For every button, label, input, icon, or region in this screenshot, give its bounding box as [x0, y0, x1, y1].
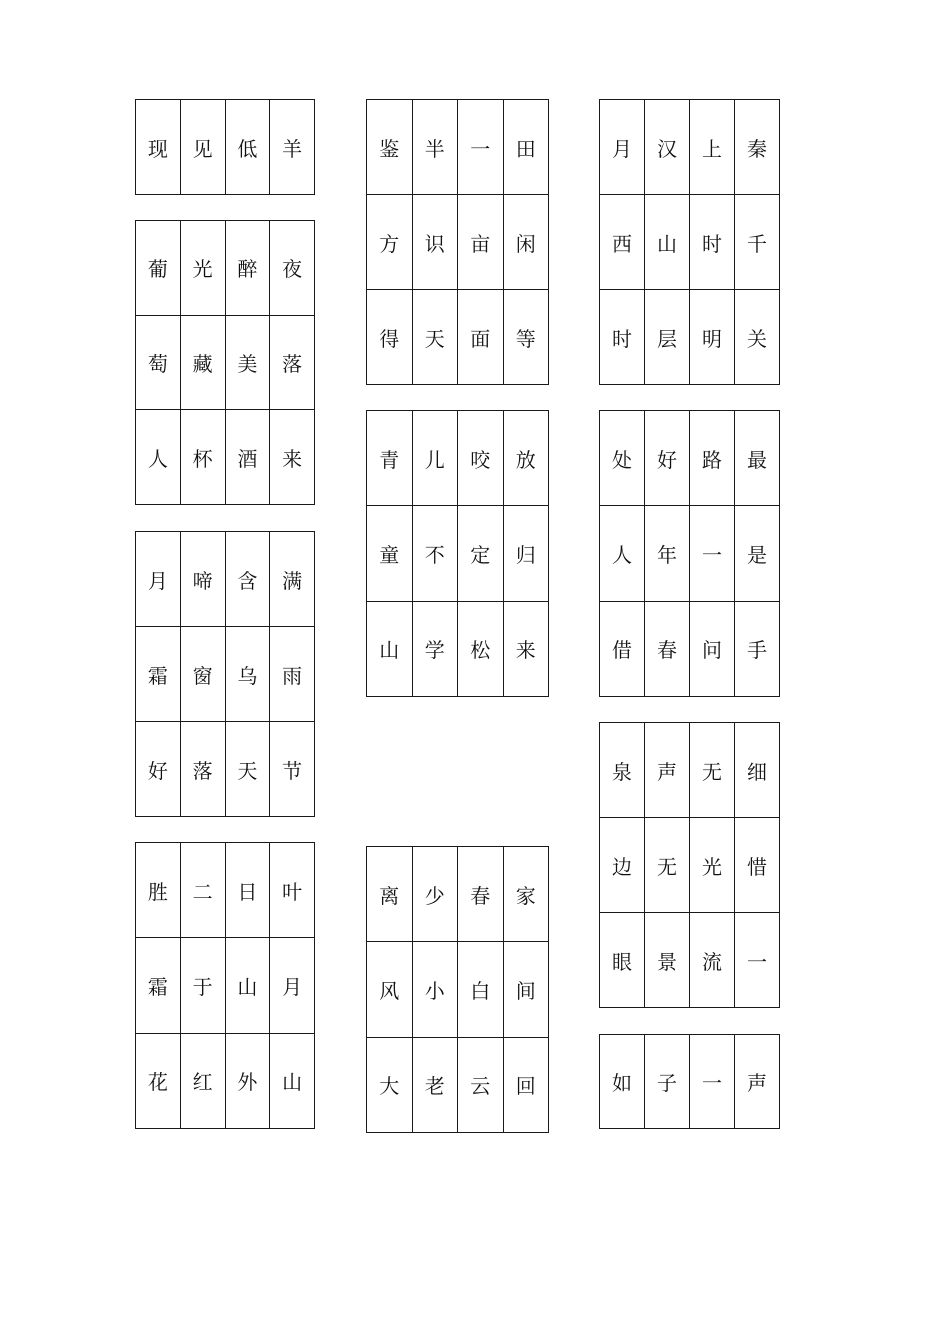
char-cell: 儿: [412, 411, 458, 506]
char-grid-3: [135, 531, 315, 817]
char-cell: 葡: [136, 221, 181, 316]
char-cell: 问: [690, 601, 735, 696]
char-cell: 田: [503, 100, 549, 195]
char-cell: 萄: [136, 315, 181, 410]
char-cell: 松: [458, 601, 504, 696]
char-cell: 年: [645, 506, 690, 601]
char-cell: 最: [735, 411, 780, 506]
char-grid-8: [599, 99, 780, 385]
char-cell: 藏: [180, 315, 225, 410]
char-cell: 节: [270, 722, 315, 817]
char-cell: 手: [735, 601, 780, 696]
char-grid-10: [599, 722, 780, 1008]
grid-row: [136, 1033, 315, 1128]
char-cell: 汉: [645, 100, 690, 195]
char-cell: 时: [600, 290, 645, 385]
char-cell: 流: [690, 913, 735, 1008]
char-cell: 红: [180, 1033, 225, 1128]
char-cell: 好: [645, 411, 690, 506]
char-cell: 放: [503, 411, 549, 506]
grid-row: [600, 100, 780, 195]
char-cell: 上: [690, 100, 735, 195]
char-cell: 明: [690, 290, 735, 385]
char-cell: 小: [412, 942, 458, 1037]
grid-row: [367, 601, 549, 696]
char-cell: 美: [225, 315, 270, 410]
char-cell: 一: [690, 1035, 735, 1129]
char-cell: 少: [412, 847, 458, 942]
char-cell: 春: [458, 847, 504, 942]
char-cell: 路: [690, 411, 735, 506]
char-cell: 落: [270, 315, 315, 410]
char-cell: 啼: [180, 532, 225, 627]
char-cell: 雨: [270, 627, 315, 722]
char-cell: 于: [180, 938, 225, 1033]
char-cell: 春: [645, 601, 690, 696]
char-grid-11: [599, 1034, 780, 1129]
char-cell: 咬: [458, 411, 504, 506]
char-cell: 大: [367, 1037, 413, 1132]
char-cell: 一: [735, 913, 780, 1008]
char-cell: 离: [367, 847, 413, 942]
char-cell: 天: [412, 290, 458, 385]
char-cell: 胜: [136, 843, 181, 938]
char-cell: 天: [225, 722, 270, 817]
char-cell: 识: [412, 195, 458, 290]
grid-row: [600, 506, 780, 601]
char-cell: 子: [645, 1035, 690, 1129]
char-cell: 花: [136, 1033, 181, 1128]
char-cell: 一: [458, 100, 504, 195]
char-cell: 无: [645, 818, 690, 913]
char-cell: 定: [458, 506, 504, 601]
char-cell: 青: [367, 411, 413, 506]
char-cell: 回: [503, 1037, 549, 1132]
char-cell: 叶: [270, 843, 315, 938]
char-cell: 羊: [270, 100, 315, 195]
char-cell: 声: [645, 723, 690, 818]
char-cell: 层: [645, 290, 690, 385]
char-cell: 归: [503, 506, 549, 601]
char-cell: 满: [270, 532, 315, 627]
char-cell: 光: [180, 221, 225, 316]
char-cell: 云: [458, 1037, 504, 1132]
grid-row: [136, 938, 315, 1033]
char-cell: 间: [503, 942, 549, 1037]
char-cell: 家: [503, 847, 549, 942]
char-cell: 时: [690, 195, 735, 290]
char-cell: 一: [690, 506, 735, 601]
char-cell: 学: [412, 601, 458, 696]
char-cell: 外: [225, 1033, 270, 1128]
char-cell: 如: [600, 1035, 645, 1129]
grid-row: [367, 100, 549, 195]
char-grid-2: [135, 220, 315, 505]
grid-row: [600, 601, 780, 696]
grid-row: [600, 913, 780, 1008]
char-cell: 山: [270, 1033, 315, 1128]
char-cell: 泉: [600, 723, 645, 818]
grid-row: [136, 532, 315, 627]
char-cell: 山: [645, 195, 690, 290]
grid-row: [136, 100, 315, 195]
grid-row: [136, 410, 315, 505]
char-cell: 声: [735, 1035, 780, 1129]
char-cell: 好: [136, 722, 181, 817]
char-cell: 惜: [735, 818, 780, 913]
char-cell: 酒: [225, 410, 270, 505]
char-cell: 山: [225, 938, 270, 1033]
grid-row: [600, 1035, 780, 1129]
grid-row: [136, 627, 315, 722]
char-cell: 人: [600, 506, 645, 601]
grid-row: [600, 195, 780, 290]
char-cell: 白: [458, 942, 504, 1037]
char-cell: 边: [600, 818, 645, 913]
grid-row: [136, 722, 315, 817]
char-cell: 无: [690, 723, 735, 818]
char-cell: 月: [136, 532, 181, 627]
char-cell: 借: [600, 601, 645, 696]
grid-row: [136, 843, 315, 938]
grid-row: [367, 942, 549, 1037]
grid-row: [367, 195, 549, 290]
char-cell: 亩: [458, 195, 504, 290]
char-cell: 细: [735, 723, 780, 818]
char-cell: 日: [225, 843, 270, 938]
char-grid-5: [366, 99, 549, 385]
char-grid-7: [366, 846, 549, 1133]
char-cell: 人: [136, 410, 181, 505]
char-grid-4: [135, 842, 315, 1129]
char-cell: 光: [690, 818, 735, 913]
char-cell: 醉: [225, 221, 270, 316]
char-cell: 落: [180, 722, 225, 817]
char-cell: 秦: [735, 100, 780, 195]
char-cell: 眼: [600, 913, 645, 1008]
char-cell: 乌: [225, 627, 270, 722]
char-cell: 来: [270, 410, 315, 505]
char-cell: 霜: [136, 627, 181, 722]
char-cell: 鉴: [367, 100, 413, 195]
char-grid-6: [366, 410, 549, 697]
char-cell: 夜: [270, 221, 315, 316]
char-cell: 不: [412, 506, 458, 601]
char-cell: 杯: [180, 410, 225, 505]
char-cell: 月: [270, 938, 315, 1033]
char-cell: 得: [367, 290, 413, 385]
char-cell: 霜: [136, 938, 181, 1033]
grid-row: [600, 818, 780, 913]
grid-row: [600, 290, 780, 385]
char-cell: 闲: [503, 195, 549, 290]
grid-row: [136, 221, 315, 316]
char-cell: 见: [180, 100, 225, 195]
char-cell: 来: [503, 601, 549, 696]
grid-row: [367, 506, 549, 601]
char-cell: 童: [367, 506, 413, 601]
char-cell: 半: [412, 100, 458, 195]
char-cell: 千: [735, 195, 780, 290]
char-cell: 方: [367, 195, 413, 290]
char-cell: 处: [600, 411, 645, 506]
grid-row: [600, 411, 780, 506]
grid-row: [367, 290, 549, 385]
char-cell: 山: [367, 601, 413, 696]
char-cell: 风: [367, 942, 413, 1037]
grid-row: [600, 723, 780, 818]
char-grid-9: [599, 410, 780, 697]
char-cell: 月: [600, 100, 645, 195]
grid-row: [367, 411, 549, 506]
char-grid-1: [135, 99, 315, 195]
char-cell: 景: [645, 913, 690, 1008]
char-cell: 含: [225, 532, 270, 627]
char-cell: 现: [136, 100, 181, 195]
char-cell: 西: [600, 195, 645, 290]
grid-row: [136, 315, 315, 410]
grid-row: [367, 1037, 549, 1132]
char-cell: 低: [225, 100, 270, 195]
char-cell: 面: [458, 290, 504, 385]
char-cell: 关: [735, 290, 780, 385]
char-cell: 窗: [180, 627, 225, 722]
char-cell: 是: [735, 506, 780, 601]
char-cell: 老: [412, 1037, 458, 1132]
char-cell: 二: [180, 843, 225, 938]
grid-row: [367, 847, 549, 942]
char-cell: 等: [503, 290, 549, 385]
